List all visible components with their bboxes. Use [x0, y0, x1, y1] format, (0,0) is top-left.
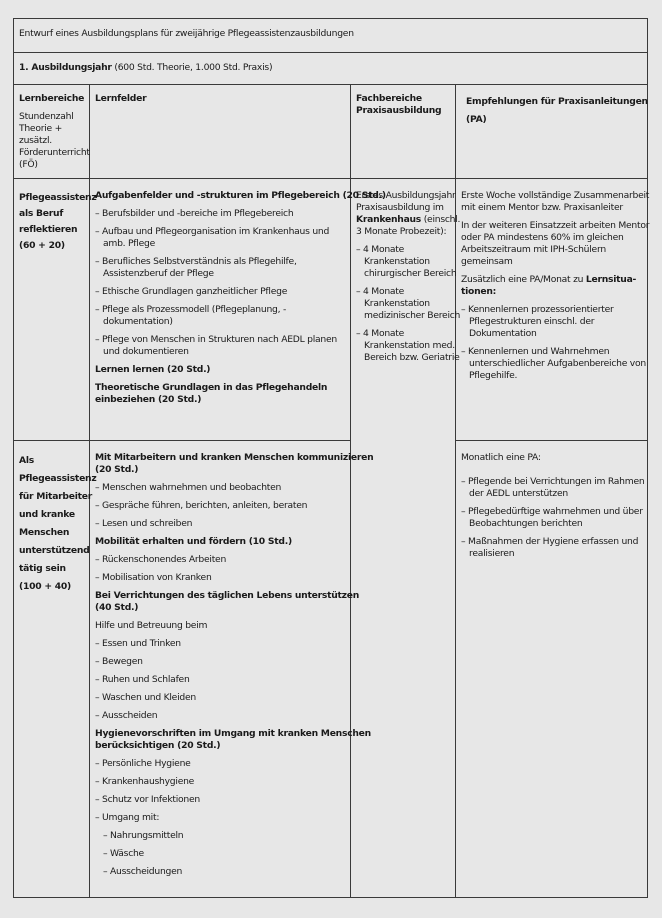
rule-row1-left [13, 440, 350, 441]
lernfeld-item: – Pflege von Menschen in Strukturen nach AEDL planen und dokumentieren [95, 334, 337, 357]
praxis-intro: Erstes Ausbildungsjahr Praxisausbildung im [356, 190, 456, 213]
document-title: Entwurf eines Ausbildungsplans für zweijährige Pflegeassistenzausbildungen [19, 28, 354, 39]
lernfeld-item: – Persönliche Hygiene [95, 758, 191, 769]
year-hours: (600 Std. Theorie, 1.000 Std. Praxis) [111, 62, 273, 73]
header-fachbereiche: Fachbereiche Praxisausbildung [356, 93, 442, 116]
lernfeld-item: – Gespräche führen, berichten, anleiten, beraten [95, 500, 308, 511]
lernfeld-item: – Ausscheidungen [95, 866, 183, 877]
rule-header [13, 178, 648, 179]
lernfeld-heading: Mobilität erhalten und fördern (10 Std.) [95, 536, 292, 547]
empf-einsatzzeit: In der weiteren Einsatzzeit arbeiten Mentor oder PA mindestens 60% im gleichen Arbeitszeitraum mit IPH-Schülern gemeinsam [461, 220, 650, 267]
empf2-monatlich: Monatlich eine PA: [461, 452, 541, 463]
lernfeld-item: – Bewegen [95, 656, 143, 667]
lernfeld-item: – Ruhen und Schlafen [95, 674, 190, 685]
lernfeld-item: – Krankenhaushygiene [95, 776, 195, 787]
lernfeld-item: – Mobilisation von Kranken [95, 572, 212, 583]
header-empfehlungen: Empfehlungen für Praxisanleitungen (PA) [466, 96, 648, 125]
row2-empfehlungen [461, 452, 644, 566]
row2-lernbereich: Als Pflegeassistenz für Mitarbeiter und kranke Menschen unterstützend tätig sein (100 + 40) [19, 455, 97, 592]
lernfeld-item: – Ethische Grundlagen ganzheitlicher Pflege [95, 286, 288, 297]
empf-lernsituationen: Lernsitua- tionen: [461, 274, 637, 297]
praxis-krankenhaus: Krankenhaus [356, 214, 422, 225]
lernfeld-item: – Waschen und Kleiden [95, 692, 196, 703]
empf2-beobachtung: – Pflegebedürftige wahrnehmen und über Beobachtungen berichten [461, 506, 643, 529]
row1-praxis [356, 190, 460, 370]
empf2-aedl: – Pflegende bei Verrichtungen im Rahmen der AEDL unterstützen [461, 476, 645, 499]
lernfeld-item: – Wäsche [95, 848, 144, 859]
rule-year [13, 84, 648, 85]
lernfeld-heading: Lernen lernen (20 Std.) [95, 364, 211, 375]
lernfeld-item: – Essen und Trinken [95, 638, 181, 649]
lernfeld-item: – Berufliches Selbstverständnis als Pflegehilfe, Assistenzberuf der Pflege [95, 256, 297, 279]
lernfeld-heading: Theoretische Grundlagen in das Pflegehandeln einbeziehen (20 Std.) [95, 382, 328, 405]
empf-prozess: – Kennenlernen prozessorientierter Pflegestrukturen einschl. der Dokumentation [461, 304, 614, 339]
praxis-probezeit: (einschl. 3 Monate Probezeit): [356, 214, 461, 237]
lernfeld-heading: Bei Verrichtungen des täglichen Lebens unterstützen (40 Std.) [95, 590, 360, 613]
row2-lernfelder [95, 452, 373, 884]
row1-lernfelder [95, 190, 386, 412]
empf2-hygiene: – Maßnahmen der Hygiene erfassen und realisieren [461, 536, 639, 559]
lernfeld-item: – Schutz vor Infektionen [95, 794, 200, 805]
header-stundenzahl: Stundenzahl Theorie + zusätzl. Förderunterricht (FÖ) [19, 111, 90, 170]
praxis-station-2: – 4 Monate Krankenstation medizinischer Bereich [356, 286, 461, 321]
lernfeld-item: – Umgang mit: [95, 812, 160, 823]
lernfeld-item: – Menschen wahrnehmen und beobachten [95, 482, 282, 493]
year-line [19, 62, 272, 74]
lernfeld-heading: Aufgabenfelder und -strukturen im Pflegebereich (20 Std.) [95, 190, 386, 201]
lernfeld-item: – Berufsbilder und -bereiche im Pflegebereich [95, 208, 294, 219]
lernfeld-item: – Ausscheiden [95, 710, 158, 721]
lernfeld-heading: Hygienevorschriften im Umgang mit kranken Menschen berücksichtigen (20 Std.) [95, 728, 371, 751]
lernfeld-item: Hilfe und Betreuung beim [95, 620, 208, 631]
empf-erste-woche: Erste Woche vollständige Zusammenarbeit mit einem Mentor bzw. Praxisanleiter [461, 190, 650, 213]
year-label: 1. Ausbildungsjahr [19, 62, 112, 73]
empf-aufgaben: – Kennenlernen und Wahrnehmen unterschiedlicher Aufgabenbereiche von Pflegehilfe. [461, 346, 646, 381]
empf-zusaetzlich: Zusätzlich eine PA/Monat zu [461, 274, 586, 285]
lernfeld-heading: Mit Mitarbeitern und kranken Menschen kommunizieren (20 Std.) [95, 452, 374, 475]
lernfeld-item: – Lesen und schreiben [95, 518, 193, 529]
row1-lernbereich: Pflegeassistenz als Beruf reflektieren (60 + 20) [19, 192, 97, 251]
praxis-station-1: – 4 Monate Krankenstation chirurgischer Bereich [356, 244, 457, 279]
lernfeld-item: – Nahrungsmitteln [95, 830, 184, 841]
lernfeld-item: – Rückenschonendes Arbeiten [95, 554, 227, 565]
header-lernbereiche: Lernbereiche [19, 93, 85, 104]
rule-title [13, 52, 648, 53]
praxis-station-3: – 4 Monate Krankenstation med. Bereich bzw. Geriatrie [356, 328, 460, 363]
header-lernfelder: Lernfelder [95, 93, 147, 104]
rule-row1-right [455, 440, 648, 441]
lernfeld-item: – Pflege als Prozessmodell (Pflegeplanung, - dokumentation) [95, 304, 287, 327]
lernfeld-item: – Aufbau und Pflegeorganisation im Krankenhaus und amb. Pflege [95, 226, 330, 249]
row1-empfehlungen [461, 190, 649, 388]
